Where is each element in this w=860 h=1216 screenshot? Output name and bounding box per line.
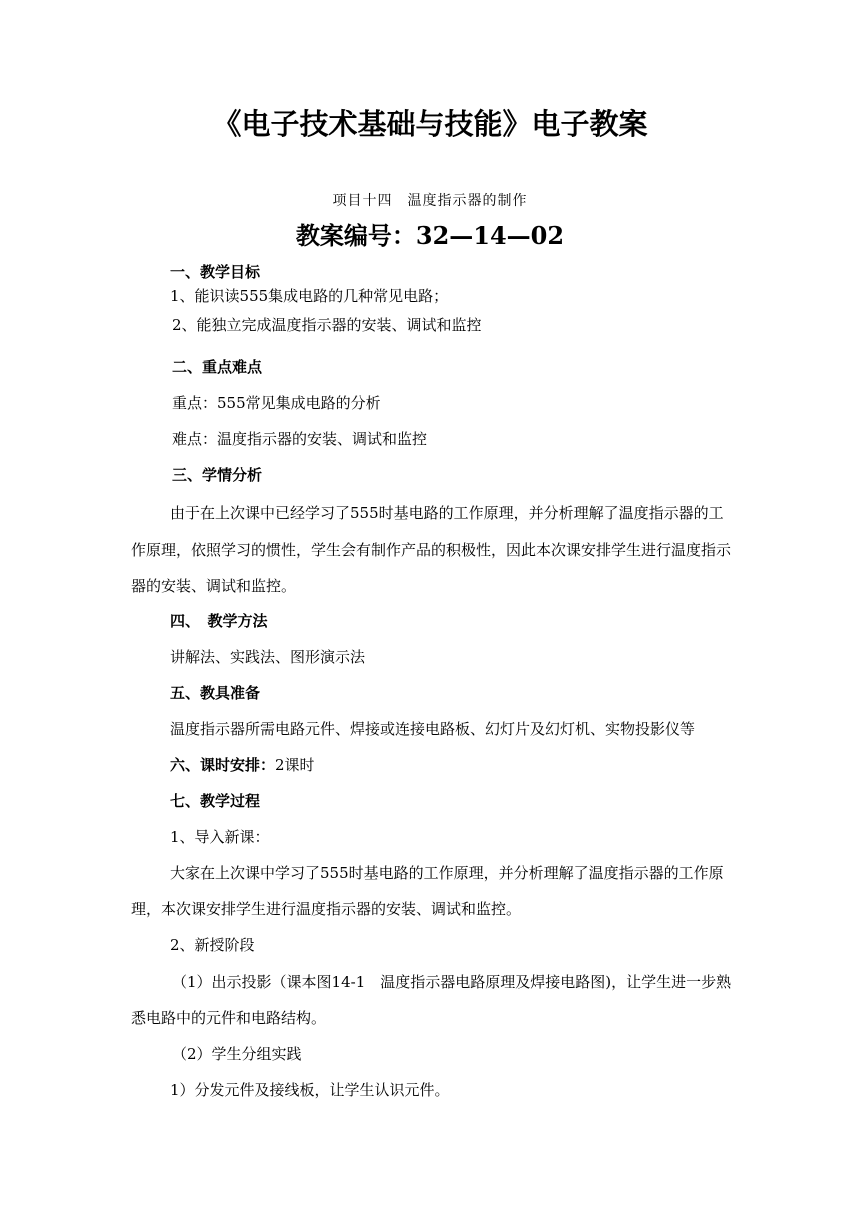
lesson-code: 教案编号：32—14—02 xyxy=(295,221,565,250)
distribute-components: 1）分发元件及接线板，让学生认识元件。 xyxy=(170,1081,450,1099)
process-step-2: 2、新授阶段 xyxy=(170,936,255,954)
project-subtitle: 项目十四 温度指示器的制作 xyxy=(332,193,528,209)
section-heading-methods: 四、 教学方法 xyxy=(170,612,268,630)
section-heading-schedule: 六、课时安排： xyxy=(170,756,276,774)
analysis-line-1: 由于在上次课中已经学习了555时基电路的工作原理，并分析理解了温度指示器的工 xyxy=(170,504,724,522)
group-practice: （2）学生分组实践 xyxy=(172,1045,302,1063)
section-heading-keypoints: 二、重点难点 xyxy=(172,358,263,376)
goal-item-2: 2、能独立完成温度指示器的安装、调试和监控 xyxy=(172,316,482,334)
new-lesson-line-2: 悉电路中的元件和电路结构。 xyxy=(131,1009,327,1027)
new-lesson-line-1: （1）出示投影（课本图14-1 温度指示器电路原理及焊接电路图)，让学生进一步熟 xyxy=(172,973,732,991)
key-point: 重点：555常见集成电路的分析 xyxy=(172,394,381,412)
schedule-line xyxy=(170,755,315,775)
methods-text: 讲解法、实践法、图形演示法 xyxy=(170,648,366,666)
schedule-value: 2课时 xyxy=(275,756,315,774)
section-heading-goals: 一、教学目标 xyxy=(170,263,261,281)
analysis-line-3: 器的安装、调试和监控。 xyxy=(131,577,297,595)
difficult-point: 难点：温度指示器的安装、调试和监控 xyxy=(172,430,428,448)
intro-line-2: 理，本次课安排学生进行温度指示器的安装、调试和监控。 xyxy=(131,900,522,918)
section-heading-analysis: 三、学情分析 xyxy=(172,466,263,484)
intro-line-1: 大家在上次课中学习了555时基电路的工作原理，并分析理解了温度指示器的工作原 xyxy=(170,864,724,882)
section-heading-tools: 五、教具准备 xyxy=(170,684,261,702)
goal-item-1: 1、能识读555集成电路的几种常见电路； xyxy=(170,287,449,305)
analysis-line-2: 作原理，依照学习的惯性，学生会有制作产品的积极性，因此本次课安排学生进行温度指示 xyxy=(131,541,732,559)
tools-text: 温度指示器所需电路元件、焊接或连接电路板、幻灯片及幻灯机、实物投影仪等 xyxy=(170,720,696,738)
document-title: 《电子技术基础与技能》电子教案 xyxy=(212,107,648,141)
section-heading-process: 七、教学过程 xyxy=(170,792,261,810)
process-step-1: 1、导入新课： xyxy=(170,828,270,846)
